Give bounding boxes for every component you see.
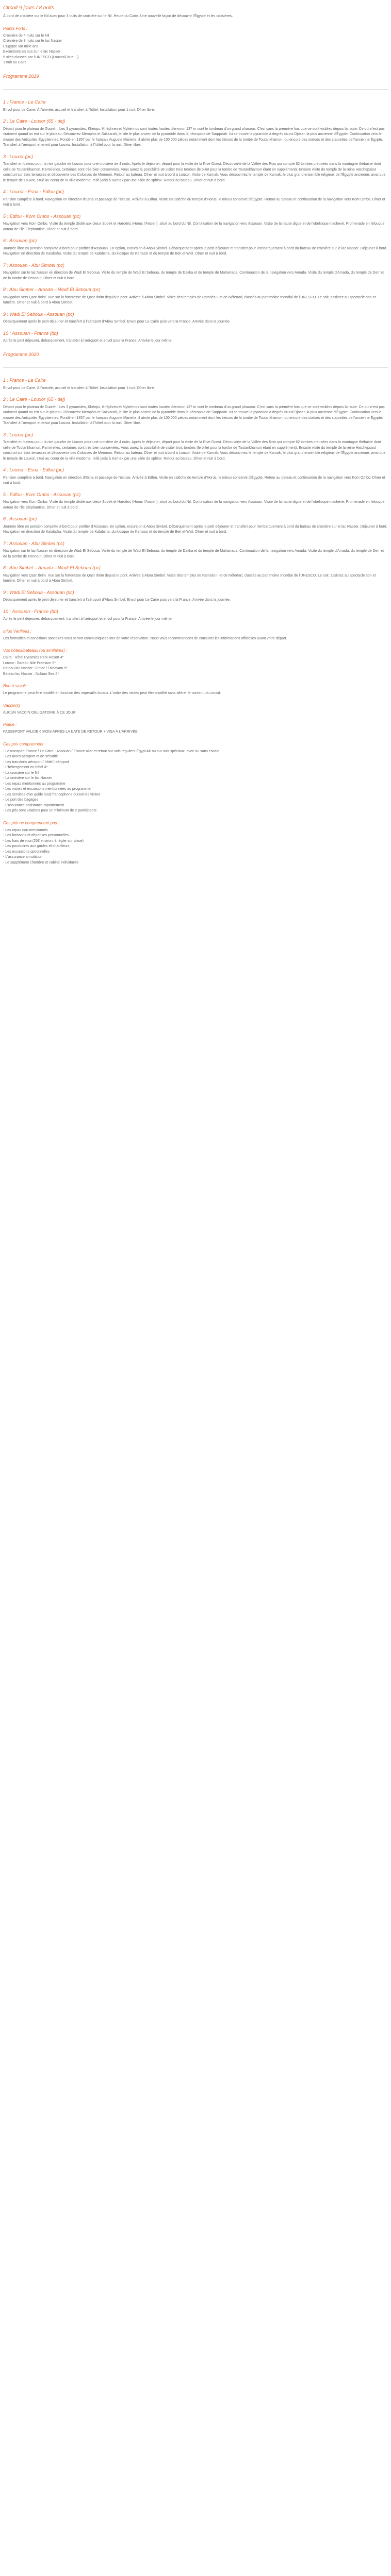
day-title: 10 : Assouan - France (bb) — [3, 330, 58, 336]
prix-item: - La croisière sur le lac Nasser — [3, 776, 52, 780]
non-prix-item: - Les boissons et dépenses personnelles — [3, 834, 69, 837]
prix-item: - Le port des bagages — [3, 798, 39, 802]
divider — [3, 367, 388, 368]
prix-item: - Les services d'un guide local francophone durant les visites — [3, 792, 101, 796]
vaccin-text: AUCUN VACCIN OBLIGATOIRE À CE JOUR — [3, 710, 76, 715]
hotel-item: Caire : Hôtel Pyramids Park Resort 4* — [3, 656, 64, 659]
non-prix-item: - L'assurance annulation — [3, 855, 43, 859]
day-text: Journée libre en pension complète à bord pour profiter d'Assouan. En option, excursion à Abou Simbel. Débarquement après le petit déjeuner et transfert pour l'embarquement à bord du bateau de croisière sur le lac Nasser. Déjeuner à bord. Navigation en direction de Kalabsha. Visite du temple de Kalabsha, du kiosque de Kertassi et du temple de Beit el-Wali. Dîner et nuit à bord. — [3, 524, 387, 534]
itinerary-2020 — [3, 377, 388, 622]
day-title: 8 : Abu Simbel – Amada – Wadi El Seboua (pc) — [3, 565, 101, 570]
programme-2019-title: Programme 2019 — [3, 73, 39, 79]
non-prix-item: - Les repas non mentionnés — [3, 828, 48, 832]
prix-item: - Les prix sont valables pour un minimum de 2 participants — [3, 809, 96, 812]
day-title: 9 : Wadi El Seboua - Assouan (pc) — [3, 311, 74, 317]
day-title: 5 : Edfou - Kom Ombo - Assouan (pc) — [3, 213, 81, 219]
day-text: Pension complète à bord. Navigation en direction d'Esna et passage de l'écluse. Arrivée à Edfou. Visite en calèche du temple d'Horus, le mieux conservé d'Égypte. Retour au bateau et continuation de la navigation vers Kom Ombo. Dîner et nuit à bord. — [3, 476, 385, 485]
day-title: 7 : Assouan - Abu Simbel (pc) — [3, 262, 64, 268]
day-text: Pension complète à bord. Navigation en direction d'Esna et passage de l'écluse. Arrivée à Edfou. Visite en calèche du temple d'Horus, le mieux conservé d'Égypte. Retour au bateau et continuation de la navigation vers Kom Ombo. Dîner et nuit à bord. — [3, 197, 385, 207]
points-forts-list — [3, 33, 388, 66]
day-text: Après le petit déjeuner, débarquement, transfert à l'aéroport et envol pour la France. Arrivée le jour même. — [3, 339, 173, 343]
day-text: Envol pour Le Caire. À l'arrivée, accueil et transfert à l'hôtel. Installation pour 1 nuit. Dîner libre. — [3, 108, 155, 112]
day-text: Navigation sur le lac Nasser en direction de Wadi El Seboua. Visite du temple de Wadi El Seboua, du temple de Dakka et du temple de Maharraqa. Continuation de la navigation vers Amada. Visite du temple d'Amada, du temple de Derr et de la tombe de Pennout. Dîner et nuit à bord. — [3, 549, 384, 558]
day-text: Journée libre en pension complète à bord pour profiter d'Assouan. En option, excursion à Abou Simbel. Débarquement après le petit déjeuner et transfert pour l'embarquement à bord du bateau de croisière sur le lac Nasser. Déjeuner à bord. Navigation en direction de Kalabsha. Visite du temple de Kalabsha, du kiosque de Kertassi et du temple de Beit el-Wali. Dîner et nuit à bord. — [3, 246, 387, 256]
day-title: 4 : Louxor - Esna - Edfou (pc) — [3, 189, 64, 194]
prix-item: - Les transferts aéroport / hôtel / aéroport — [3, 760, 69, 764]
day-title: 2 : Le Caire - Louxor (65 - dej) — [3, 118, 66, 124]
day-text: Transfert en bateau pour la rive gauche de Louxor pour une croisière de 4 nuits. Après le déjeuner, départ pour la visite de la Rive Ouest. Découverte de la Vallée des Rois qui compte 62 tombes creusées dans la montagne thébaine dont celle de Toutankhamon. Parmi elles, certaines sont très bien conservées. Vous aurez la possibilité de visiter trois tombes (le billet pour la tombe de Toutankhamon étant en supplément). Ensuite visite du temple de la reine Hatchepsout construit sur trois terrasses et découverte des Colosses de Memnon. Retour au bateau. Dîner et nuit à bord à Louxor. Visite de Karnak. Vous découvrirez le temple de Karnak, le plus grand ensemble religieux de l'Égypte ancienne, ainsi que le temple de Louxor, situé au coeur de la ville moderne, relié jadis à Karnak par une allée de sphinx. Retour au bateau. Dîner et nuit à bord. — [3, 440, 386, 461]
non-prix-item: - Les pourboires aux guides et chauffeurs — [3, 844, 70, 848]
hotel-item: Bateau lac Nasser : Omar El Khayam 5* — [3, 667, 68, 670]
intro-text: À bord de croisière sur le Nil avec pour 3 nuits de croisière sur le Nil. Heure du Caire. Une nouvelle façon de découvrir l'Égypte et les croisières. — [3, 14, 233, 18]
prix-item: - L'assurance assistance rapatriement — [3, 803, 64, 807]
day-text: Transfert en bateau pour la rive gauche de Louxor pour une croisière de 4 nuits. Après le déjeuner, départ pour la visite de la Rive Ouest. Découverte de la Vallée des Rois qui compte 62 tombes creusées dans la montagne thébaine dont celle de Toutankhamon. Parmi elles, certaines sont très bien conservées. Vous aurez la possibilité de visiter trois tombes (le billet pour la tombe de Toutankhamon étant en supplément). Ensuite visite du temple de la reine Hatchepsout construit sur trois terrasses et découverte des Colosses de Memnon. Retour au bateau. Dîner et nuit à bord à Louxor. Visite de Karnak. Vous découvrirez le temple de Karnak, le plus grand ensemble religieux de l'Égypte ancienne, ainsi que le temple de Louxor, situé au coeur de la ville moderne, relié jadis à Karnak par une allée de sphinx. Retour au bateau. Dîner et nuit à bord. — [3, 162, 386, 182]
day-title: 2 : Le Caire - Louxor (65 - dej) — [3, 397, 66, 402]
day-title: 4 : Louxor - Esna - Edfou (pc) — [3, 467, 64, 472]
day-text: Navigation vers Qasr Ibrim. Vue sur la forteresse de Qasr Ibrim depuis le pont. Arrivée à Abou Simbel. Visite des temples de Ramsès II et de Néfertari, classés au patrimoine mondial de l'UNESCO. Le soir, assistez au spectacle son et lumière. Dîner et nuit à bord à Abou Simbel. — [3, 573, 376, 583]
prix-item: - Les visites et excursions mentionnées au programme — [3, 787, 91, 791]
page-content — [0, 0, 391, 871]
day-title: 3 : Louxor (pc) — [3, 154, 34, 159]
point-fort-item: 5 sites classés par l'UNESCO (Louxor/Caire…) — [3, 55, 79, 59]
vaccin-title: Vaccin(s) — [3, 703, 21, 708]
prix-item: - L'hébergement en hôtel 4* — [3, 766, 48, 769]
day-text: Navigation vers Qasr Ibrim. Vue sur la forteresse de Qasr Ibrim depuis le pont. Arrivée à Abou Simbel. Visite des temples de Ramsès II et de Néfertari, classés au patrimoine mondial de l'UNESCO. Le soir, assistez au spectacle son et lumière. Dîner et nuit à bord à Abou Simbel. — [3, 295, 376, 304]
day-title: 10 : Assouan - France (bb) — [3, 608, 58, 614]
prix-item: - Le transport France / Le Caire - Assouan / France aller et retour sur vols réguliers Égypt Air ou sur vols spéciaux, avec ou sans escale — [3, 749, 220, 753]
day-title: 9 : Wadi El Seboua - Assouan (pc) — [3, 589, 74, 595]
day-text: Après le petit déjeuner, débarquement, transfert à l'aéroport et envol pour la France. Arrivée le jour même. — [3, 617, 173, 621]
day-text: Départ pour le plateau de Guizeh : Les 3 pyramides, Khéops, Khéphren et Mykérinos sont toutes hautes d'environ 137 m sont le tombeau d'un grand pharaon. C'est sans la première fois que ce sont visibles depuis la route. Ce qui n'est pas vraiment quand on est sur le plateau. Découvrez Memphis et Sakkarah, le site le plus ancien de la pyramide dans la nécropole de Saqqarah. Ici se trouve la pyramide à degrés du roi Djoser, la plus ancienne d'Égypte. Continuation vers le musée des Antiquités Égyptiennes. Fondé en 1857 par le français Auguste Mariette, il abrite plus de 100 000 pièces notamment dont les trésors de la tombe de Toutankhamon, ou encore des statues et des statuettes de l'ancienne Égypte. Transfert à l'aéroport et envol pour Louxor. Installation à l'hôtel pour la nuit. Dîner libre. — [3, 405, 385, 425]
day-title: 6 : Assouan (pc) — [3, 516, 37, 521]
points-forts-title: Points Forts : — [3, 26, 28, 31]
info-text: Les formalités et conditions sanitaires vous seront communiquées lors de votre réservation. Nous vous recommandons de consulter les informations officielles avant votre départ. — [3, 636, 287, 640]
day-text: Débarquement après le petit déjeuner et transfert à l'aéroport d'Abou Simbel. Envol pour Le Caire puis vers la France. Arrivée dans la journée. — [3, 320, 231, 324]
divider — [3, 89, 388, 90]
day-text: Départ pour le plateau de Guizeh : Les 3 pyramides, Khéops, Khéphren et Mykérinos sont toutes hautes d'environ 137 m sont le tombeau d'un grand pharaon. C'est sans la première fois que ce sont visibles depuis la route. Ce qui n'est pas vraiment quand on est sur le plateau. Découvrez Memphis et Sakkarah, le site le plus ancien de la pyramide dans la nécropole de Saqqarah. Ici se trouve la pyramide à degrés du roi Djoser, la plus ancienne d'Égypte. Continuation vers le musée des Antiquités Égyptiennes. Fondé en 1857 par le français Auguste Mariette, il abrite plus de 100 000 pièces notamment dont les trésors de la tombe de Toutankhamon, ou encore des statues et des statuettes de l'ancienne Égypte. Transfert à l'aéroport et envol pour Louxor. Installation à l'hôtel pour la nuit. Dîner libre. — [3, 127, 385, 147]
non-prix-item: - Les frais de visa (25€ environ, à régler sur place) — [3, 839, 84, 843]
bon-a-savoir-text: Le programme peut être modifié en fonction des impératifs locaux. L'ordre des visites peut être modifié sans altérer le contenu du circuit. — [3, 691, 221, 695]
prix-ne-comprennent-pas-title: Ces prix ne comprennent pas : — [3, 820, 59, 825]
prix-comprennent-list — [3, 749, 388, 814]
point-fort-item: Excursions en bus sur le lac Nasser — [3, 50, 61, 54]
prix-item: - Les taxes aéroport et de sécurité — [3, 755, 58, 758]
hotel-item: Louxor : Bateau Nile Premium 5* — [3, 661, 56, 665]
point-fort-item: Croisière de 4 nuits sur le Nil — [3, 33, 50, 38]
police-text: PASSEPORT VALIDE 6 MOIS APRÈS LA DATE DE RETOUR + VISA À L'ARRIVÉE — [3, 730, 138, 734]
day-text: Navigation vers Kom Ombo. Visite du temple dédié aux dieux Sobek et Haroëris (Horus l'Ancien), situé au bord du Nil. Continuation de la navigation vers Assouan. Visite de la haute digue et de l'obélisque inachevé. Promenade en felouque autour de l'île Éléphantine. Dîner et nuit à bord. — [3, 500, 385, 510]
day-title: 3 : Louxor (pc) — [3, 432, 34, 437]
prix-item: - Les repas mentionnés au programme — [3, 782, 66, 786]
hotel-item: Bateau lac Nasser : Nubian Sea 5* — [3, 672, 59, 676]
day-title: 6 : Assouan (pc) — [3, 238, 37, 243]
itinerary-2019 — [3, 99, 388, 344]
prix-ne-comprennent-pas-list — [3, 828, 388, 866]
info-title: Infos Vérifiées : — [3, 629, 32, 634]
non-prix-item: - Le supplément chambre et cabine individuelle — [3, 860, 79, 865]
point-fort-item: L'Égypte sur mille ans — [3, 44, 39, 48]
day-title: 5 : Edfou - Kom Ombo - Assouan (pc) — [3, 492, 81, 497]
day-title: 8 : Abu Simbel – Amada – Wadi El Seboua (pc) — [3, 287, 101, 292]
day-title: 1 : France - Le Caire — [3, 378, 46, 383]
prix-comprennent-title: Ces prix comprennent : — [3, 741, 46, 747]
programme-2020-title: Programme 2020 — [3, 351, 39, 357]
point-fort-item: 1 nuit au Caire — [3, 61, 27, 64]
day-title: 1 : France - Le Caire — [3, 99, 46, 105]
day-text: Navigation vers Kom Ombo. Visite du temple dédié aux dieux Sobek et Haroëris (Horus l'Ancien), situé au bord du Nil. Continuation de la navigation vers Assouan. Visite de la haute digue et de l'obélisque inachevé. Promenade en felouque autour de l'île Éléphantine. Dîner et nuit à bord. — [3, 222, 385, 231]
non-prix-item: - Les excursions optionnelles — [3, 850, 50, 854]
bon-a-savoir-title: Bon à savoir : — [3, 684, 28, 688]
day-text: Navigation sur le lac Nasser en direction de Wadi El Seboua. Visite du temple de Wadi El Seboua, du temple de Dakka et du temple de Maharraqa. Continuation de la navigation vers Amada. Visite du temple d'Amada, du temple de Derr et de la tombe de Pennout. Dîner et nuit à bord. — [3, 271, 384, 280]
police-title: Police : — [3, 722, 17, 727]
day-text: Envol pour Le Caire. À l'arrivée, accueil et transfert à l'hôtel. Installation pour 1 nuit. Dîner libre. — [3, 386, 155, 390]
point-fort-item: Croisière de 3 nuits sur le lac Nasser — [3, 39, 62, 43]
day-title: 7 : Assouan - Abu Simbel (pc) — [3, 540, 64, 546]
hotels-title: Vos hôtels/bateaux (ou similaires) : — [3, 648, 68, 653]
day-text: Débarquement après le petit déjeuner et transfert à l'aéroport d'Abou Simbel. Envol pour Le Caire puis vers la France. Arrivée dans la journée. — [3, 598, 231, 602]
prix-item: - La croisière sur le Nil — [3, 771, 39, 775]
page-title: Circuit 9 jours / 8 nuits — [3, 5, 54, 11]
